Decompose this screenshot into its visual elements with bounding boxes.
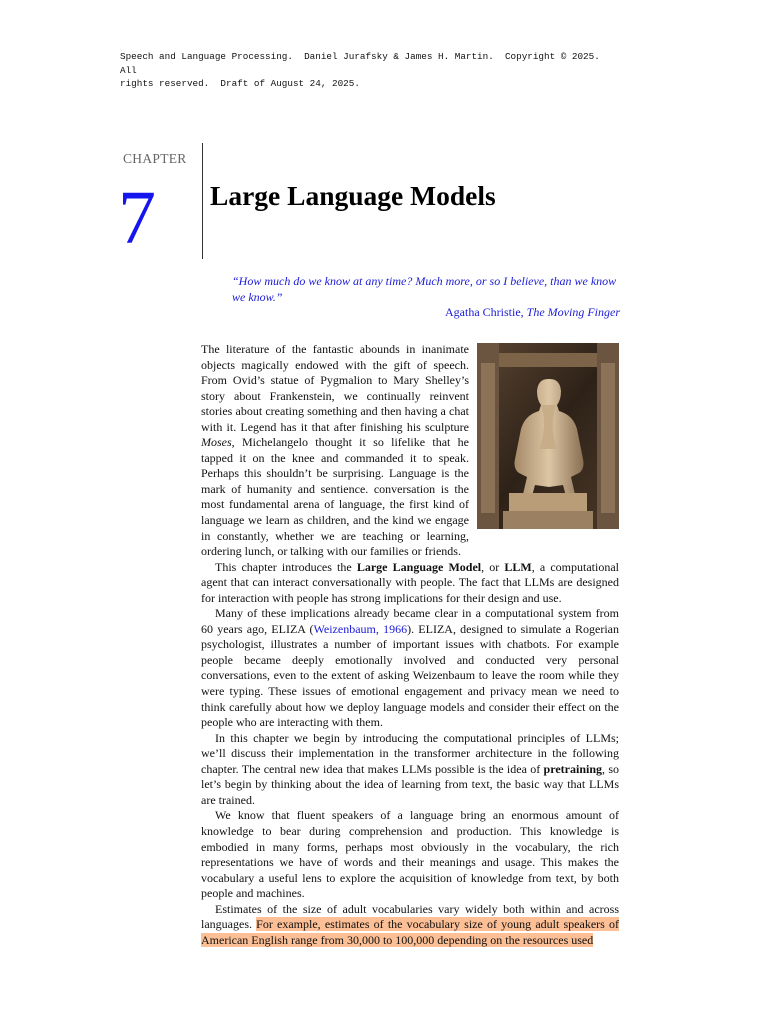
- paragraph-6: Estimates of the size of adult vocabularies vary widely both within and across languages. For example, estimates of the vocabulary size of young adult speakers of American English range from 30,000 to 100,000 depending on the resources used: [201, 901, 619, 947]
- citation-weizenbaum[interactable]: Weizenbaum, 1966: [313, 621, 408, 636]
- paragraph-4: In this chapter we begin by introducing the computational principles of LLMs; we’ll discuss their implementation in the transformer architecture in the following chapter. The central new idea that makes LLMs possible is the idea of pretraining, so let’s begin by thinking about the idea of learning from text, the basic way that LLMs are trained.: [201, 730, 619, 807]
- chapter-divider: [202, 143, 203, 259]
- term-large-language-model: Large Language Model: [356, 559, 482, 574]
- moses-statue-image: [477, 343, 619, 529]
- epigraph-quote: “How much do we know at any time? Much more, or so I believe, than we know we know.”: [232, 274, 617, 304]
- term-llm: LLM: [504, 559, 532, 574]
- running-header: Speech and Language Processing. Daniel Jurafsky & James H. Martin. Copyright © 2025. All rights reserved. Draft of August 24, 2025.: [120, 51, 600, 89]
- chapter-label: CHAPTER: [123, 151, 187, 166]
- chapter-title: Large Language Models: [210, 180, 496, 211]
- epigraph-author: Agatha Christie,: [445, 305, 524, 319]
- term-pretraining: pretraining: [543, 761, 602, 776]
- paragraph-3: Many of these implications already became clear in a computational system from 60 years ago, ELIZA (Weizenbaum, 1966). ELIZA, designed to simulate a Rogerian psychologist, illustrates a number of important issues with chatbots. For example people became deeply emotionally involved and conducted very personal conversations, even to the extent of asking Weizenbaum to leave the room while they were typing. These issues of emotional engagement and privacy mean we need to think carefully about how we deploy language models and consider their effect on the people who are interacting with them.: [201, 606, 619, 730]
- highlighted-text[interactable]: For example, estimates of the vocabulary size of young adult speakers of American English range from 30,000 to 100,000 depending on the resources used: [201, 917, 619, 947]
- paragraph-2: This chapter introduces the Large Language Model, or LLM, a computational agent that can interact conversationally with people. The fact that LLMs are designed for interaction with people has strong implications for their design and use.: [201, 559, 619, 605]
- chapter-number: 7: [118, 176, 156, 260]
- paragraph-1: The literature of the fantastic abounds in inanimate objects magically endowed with the gift of speech. From Ovid’s statue of Pygmalion to Mary Shelley’s story about Frankenstein, we continually reinvent stories about creating something and then having a chat with it. Legend has it that after finishing his sculpture Moses, Michelangelo thought it so lifelike that he tapped it on the knee and commanded it to speak. Perhaps this shouldn’t be surprising. Language is the mark of humanity and sentience. conversation is the most fundamental arena of language, the first kind of language we learn as children, and the kind we engage in constantly, whether we are teaching or learning, ordering lunch, or talking with our families or friends.: [201, 342, 619, 560]
- epigraph-work: The Moving Finger: [526, 305, 620, 319]
- paragraph-5: We know that fluent speakers of a language bring an enormous amount of knowledge to bear during comprehension and production. This knowledge is embodied in many forms, perhaps most obviously in the vocabulary, the rich representations we have of words and their meanings and usage. This makes the vocabulary a useful lens to explore the acquisition of knowledge from text, by both people and machines.: [201, 808, 619, 901]
- chapter-body: [201, 342, 619, 948]
- epigraph-attribution: [232, 305, 620, 321]
